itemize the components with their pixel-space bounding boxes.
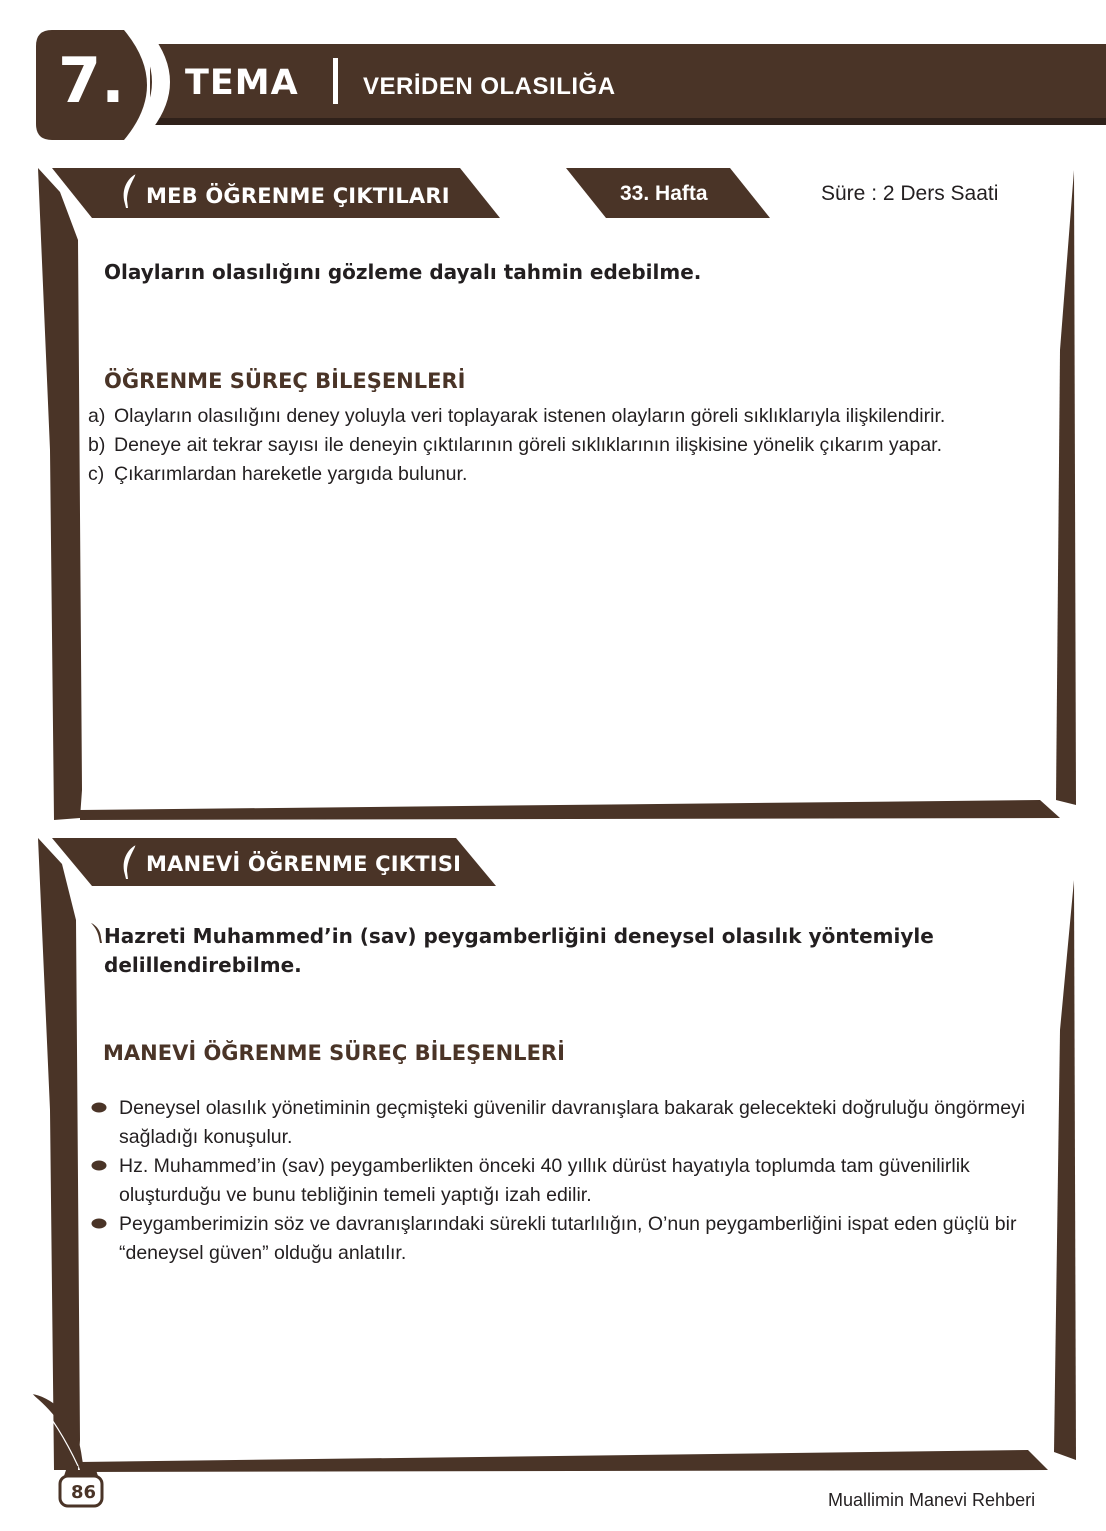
- bullet-icon: [91, 1102, 108, 1113]
- section2-banner: MANEVİ ÖĞRENME ÇIKTISI: [146, 852, 462, 876]
- duration-label: Süre : 2 Ders Saati: [821, 182, 999, 205]
- components-list: [88, 402, 1058, 489]
- list-item: c) Çıkarımlardan hareketle yargıda bulunur.: [88, 463, 468, 485]
- bullet-icon: [91, 1160, 108, 1171]
- components-title: ÖĞRENME SÜREÇ BİLEŞENLERİ: [104, 369, 466, 393]
- quill-icon: [90, 922, 104, 944]
- meb-outcome: Olayların olasılığını gözleme dayalı tahmin edebilme.: [104, 260, 702, 284]
- week-label: 33. Hafta: [620, 182, 708, 205]
- list-item: Deneysel olasılık yönetiminin geçmişteki güvenilir davranışlara bakarak gelecekteki doğruluğu öngörmeyi sağladığı konuşulur.: [91, 1094, 1041, 1152]
- manevi-outcome: Hazreti Muhammed’in (sav) peygamberliğini deneysel olasılık yöntemiyle delillendirebilme.: [104, 924, 934, 977]
- section1-frame: [0, 150, 1106, 830]
- manevi-bullets: [91, 1094, 1041, 1268]
- list-item: a) Olayların olasılığını deney yoluyla veri toplayarak istenen olayların göreli sıklıklarıyla ilişkilendirir.: [88, 405, 946, 427]
- theme-number: 7.: [58, 44, 125, 117]
- bullet-icon: [91, 1218, 108, 1229]
- list-item: Peygamberimizin söz ve davranışlarındaki sürekli tutarlılığın, O’nun peygamberliğini ispat eden güçlü bir “deneysel güven” olduğu anlatılır.: [91, 1210, 1041, 1268]
- quill-icon: [118, 843, 140, 881]
- theme-title: VERİDEN OLASILIĞA: [363, 73, 616, 100]
- list-item: b) Deneye ait tekrar sayısı ile deneyin çıktılarının göreli sıklıklarının ilişkisine yönelik çıkarım yapar.: [88, 434, 943, 456]
- list-item: Hz. Muhammed’in (sav) peygamberlikten önceki 40 yıllık dürüst hayatıyla toplumda tam güvenilirlik oluşturduğu ve bunu tebliğinin temeli yaptığı izah edilir.: [91, 1152, 1041, 1210]
- page-number: 86: [71, 1482, 97, 1503]
- theme-label: TEMA: [185, 63, 299, 103]
- quill-icon: [118, 172, 140, 210]
- manevi-components-title: MANEVİ ÖĞRENME SÜREÇ BİLEŞENLERİ: [103, 1041, 565, 1065]
- book-title: Muallimin Manevi Rehberi: [828, 1490, 1036, 1510]
- section1-banner: MEB ÖĞRENME ÇIKTILARI: [146, 184, 450, 208]
